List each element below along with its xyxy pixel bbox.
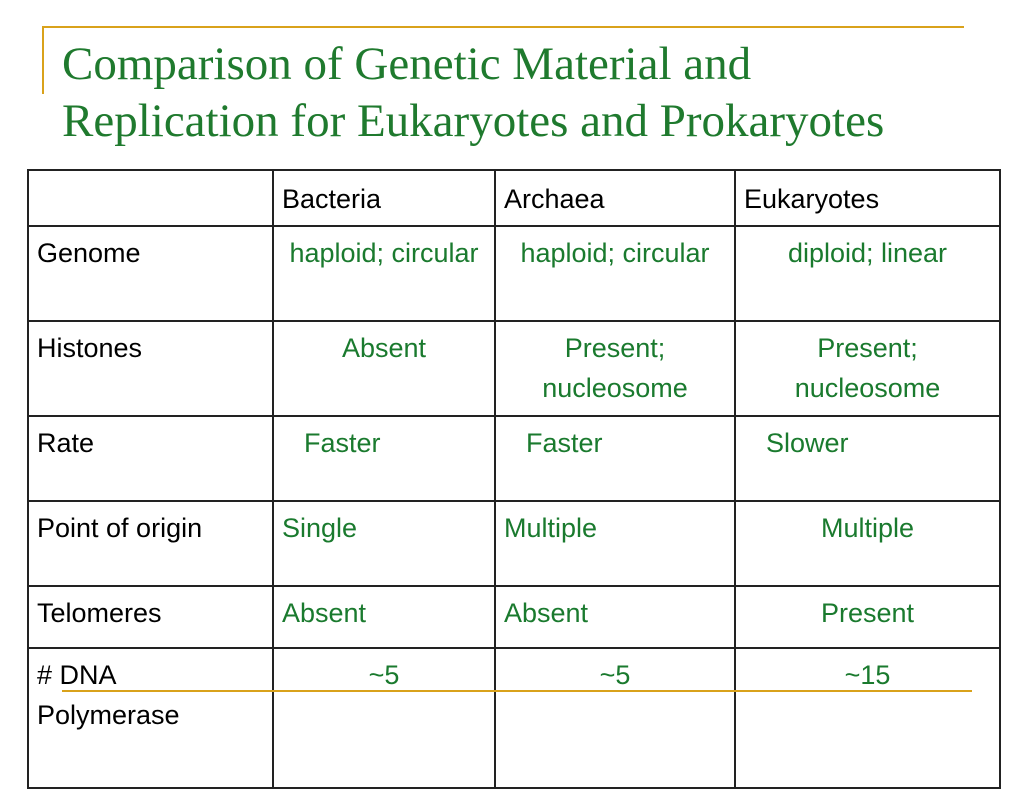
table-header-row bbox=[28, 170, 1000, 226]
table-row-histones bbox=[28, 321, 1000, 416]
cell-telomeres-archaea: Absent bbox=[495, 586, 735, 648]
title-line-2: Replication for Eukaryotes and Prokaryotes bbox=[62, 95, 885, 147]
comparison-table bbox=[27, 169, 1001, 789]
cell-polymerase-archaea: ~5 bbox=[495, 648, 735, 788]
cell-origin-archaea: Multiple bbox=[495, 501, 735, 586]
cell-histones-bacteria: Absent bbox=[273, 321, 495, 416]
cell-rate-archaea: Faster bbox=[495, 416, 735, 501]
header-bacteria: Bacteria bbox=[273, 170, 495, 226]
cell-polymerase-bacteria: ~5 bbox=[273, 648, 495, 788]
row-label-rate: Rate bbox=[28, 416, 273, 501]
top-accent-line bbox=[42, 26, 964, 28]
title-line-1: Comparison of Genetic Material and bbox=[62, 38, 752, 90]
header-eukaryotes: Eukaryotes bbox=[735, 170, 1000, 226]
cell-rate-bacteria: Faster bbox=[273, 416, 495, 501]
left-accent-line bbox=[42, 26, 44, 94]
slide-title bbox=[62, 36, 1012, 150]
cell-histones-archaea: Present; nucleosome bbox=[495, 321, 735, 416]
table-row-rate bbox=[28, 416, 1000, 501]
cell-origin-eukaryotes: Multiple bbox=[735, 501, 1000, 586]
row-label-dna-polymerase: # DNA Polymerase bbox=[28, 648, 273, 788]
cell-telomeres-bacteria: Absent bbox=[273, 586, 495, 648]
table-row-point-of-origin bbox=[28, 501, 1000, 586]
row-label-point-of-origin: Point of origin bbox=[28, 501, 273, 586]
row-label-genome: Genome bbox=[28, 226, 273, 321]
cell-genome-eukaryotes: diploid; linear bbox=[735, 226, 1000, 321]
cell-histones-eukaryotes: Present; nucleosome bbox=[735, 321, 1000, 416]
table-row-genome bbox=[28, 226, 1000, 321]
table-row-telomeres bbox=[28, 586, 1000, 648]
header-archaea: Archaea bbox=[495, 170, 735, 226]
table-row-dna-polymerase bbox=[28, 648, 1000, 788]
row-label-histones: Histones bbox=[28, 321, 273, 416]
row-label-telomeres: Telomeres bbox=[28, 586, 273, 648]
cell-rate-eukaryotes: Slower bbox=[735, 416, 1000, 501]
bottom-accent-line bbox=[62, 690, 972, 692]
cell-telomeres-eukaryotes: Present bbox=[735, 586, 1000, 648]
cell-genome-archaea: haploid; circular bbox=[495, 226, 735, 321]
cell-origin-bacteria: Single bbox=[273, 501, 495, 586]
header-empty-cell bbox=[28, 170, 273, 226]
cell-polymerase-eukaryotes: ~15 bbox=[735, 648, 1000, 788]
cell-genome-bacteria: haploid; circular bbox=[273, 226, 495, 321]
